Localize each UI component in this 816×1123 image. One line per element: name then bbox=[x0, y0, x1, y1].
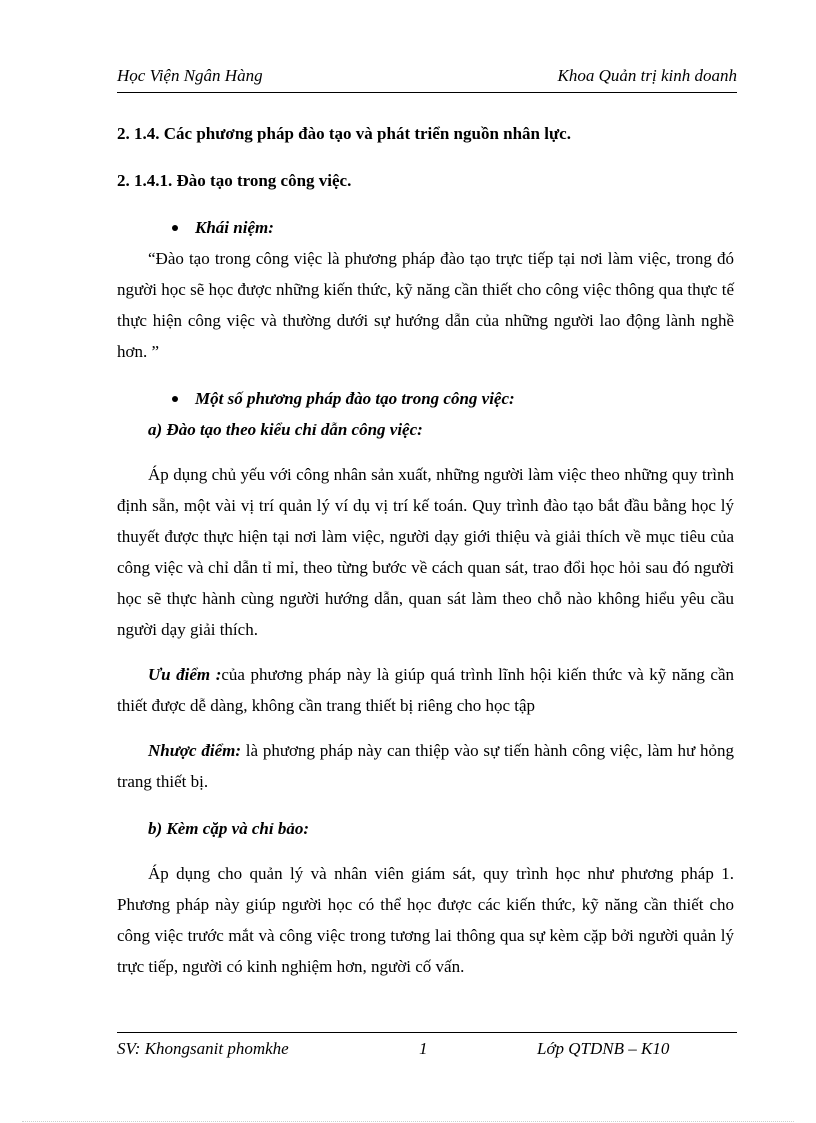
document-body bbox=[117, 118, 734, 982]
subsection-title: 2. 1.4.1. Đào tạo trong công việc. bbox=[117, 171, 352, 190]
bullet-concept bbox=[117, 212, 734, 243]
method-a-title: a) Đào tạo theo kiểu chỉ dẫn công việc: bbox=[148, 420, 423, 439]
page-edge-divider bbox=[22, 1121, 794, 1122]
header-department: Khoa Quản trị kinh doanh bbox=[557, 66, 737, 85]
method-b-body: Áp dụng cho quản lý và nhân viên giám sát, quy trình học như phương pháp 1. Phương pháp này giúp người học có thể học được các kiến thức, kỹ năng cần thiết cho công việc trước mắt và công việc trong tương lai thông qua sự kèm cặp bởi người quản lý trực tiếp, người có kinh nghiệm hơn, người cố vấn. bbox=[117, 864, 734, 976]
footer-page-number: 1 bbox=[419, 1039, 428, 1058]
pros-label: Ưu điểm : bbox=[148, 665, 222, 684]
cons-label: Nhược điểm: bbox=[148, 741, 242, 760]
footer-class: Lớp QTDNB – K10 bbox=[537, 1039, 670, 1058]
page-header bbox=[117, 66, 737, 93]
method-a-body: Áp dụng chủ yếu với công nhân sản xuất, những người làm việc theo những quy trình định sẵn, một vài vị trí quản lý ví dụ vị trí kế toán. Quy trình đào tạo bắt đầu bằng học lý thuyết được thực hiện tại nơi làm việc, người dạy giới thiệu và giải thích về mục tiêu của công việc và chỉ dẫn tỉ mỉ, theo từng bước về cách quan sát, trao đổi học hỏi sau đó người học sẽ thực hành cùng người hướng dẫn, quan sát làm theo chỗ nào không hiểu yêu cầu người dạy giải thích. bbox=[117, 465, 734, 639]
bullet-methods bbox=[117, 383, 734, 414]
method-b-title: b) Kèm cặp và chỉ bảo: bbox=[148, 819, 309, 838]
bullet-dot-icon bbox=[172, 396, 178, 402]
footer-student: SV: Khongsanit phomkhe bbox=[117, 1039, 289, 1058]
page-footer bbox=[117, 1032, 737, 1063]
method-a-cons bbox=[117, 735, 734, 797]
bullet-dot-icon bbox=[172, 225, 178, 231]
method-a-pros bbox=[117, 659, 734, 721]
bullet-concept-label: Khái niệm: bbox=[195, 218, 274, 237]
definition-paragraph: “Đào tạo trong công việc là phương pháp đào tạo trực tiếp tại nơi làm việc, trong đó người học sẽ học được những kiến thức, kỹ năng cần thiết cho công việc thông qua thực tế thực hiện công việc và thường dưới sự hướng dẫn của những người lao động lành nghề hơn. ” bbox=[117, 249, 734, 361]
section-title: 2. 1.4. Các phương pháp đào tạo và phát triển nguồn nhân lực. bbox=[117, 124, 571, 143]
cons-text: là phương pháp này can thiệp vào sự tiến hành công việc, làm hư hỏng trang thiết bị. bbox=[117, 741, 734, 791]
bullet-methods-label: Một số phương pháp đào tạo trong công việc: bbox=[195, 389, 515, 408]
pros-text: của phương pháp này là giúp quá trình lĩnh hội kiến thức và kỹ năng cần thiết được dễ dàng, không cần trang thiết bị riêng cho học tập bbox=[117, 665, 735, 715]
header-institution: Học Viện Ngân Hàng bbox=[117, 66, 263, 85]
